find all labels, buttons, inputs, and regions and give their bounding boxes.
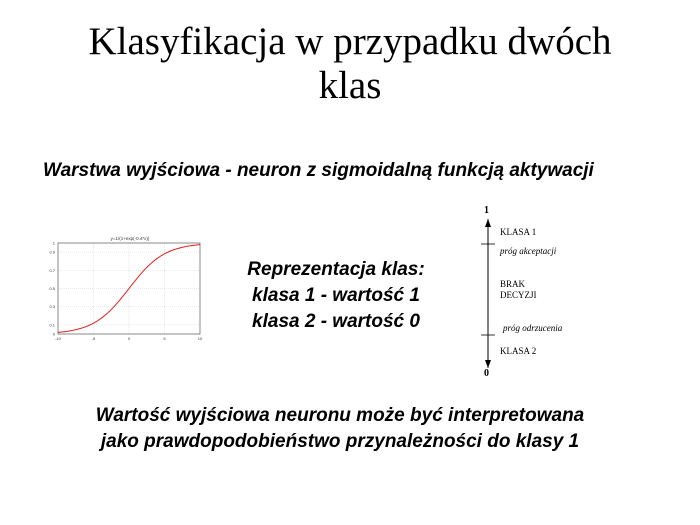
y-tick-label: 1 bbox=[52, 240, 55, 246]
y-tick-label: 0 bbox=[52, 331, 55, 337]
x-tick-label: 0 bbox=[127, 336, 131, 341]
y-tick-label: 0.7 bbox=[49, 267, 55, 273]
x-tick-label: -5 bbox=[91, 336, 96, 341]
footer-line-1: Wartość wyjściowa neuronu może być interpretowana bbox=[95, 405, 585, 426]
class-1-label: KLASA 1 bbox=[500, 227, 537, 237]
representation-class-2: klasa 2 - wartość 0 bbox=[252, 311, 420, 332]
arrow-up-icon bbox=[485, 219, 491, 227]
class-2-label: KLASA 2 bbox=[500, 346, 537, 356]
accept-threshold-label: próg akceptacji bbox=[500, 246, 557, 256]
y-tick-label: 0.3 bbox=[49, 304, 55, 310]
y-tick-label: 0.5 bbox=[49, 286, 55, 291]
x-tick-label: -10 bbox=[55, 336, 61, 341]
x-tick-label: 10 bbox=[197, 336, 203, 341]
representation-heading: Reprezentacja klas: bbox=[247, 259, 425, 280]
x-tick-label: 5 bbox=[163, 336, 166, 341]
scale-bottom-value: 0 bbox=[484, 368, 489, 379]
chart-ticks bbox=[49, 241, 203, 342]
title-line-1: Klasyfikacja w przypadku dwóch bbox=[88, 20, 612, 63]
class-representation bbox=[220, 257, 452, 335]
sigmoid-chart bbox=[36, 233, 212, 345]
y-tick-label: 0.1 bbox=[49, 322, 55, 328]
title-line-2: klas bbox=[318, 64, 382, 107]
representation-class-1: klasa 1 - wartość 1 bbox=[252, 285, 420, 306]
no-decision-line-1: BRAK bbox=[500, 279, 526, 289]
decision-scale bbox=[480, 205, 600, 380]
no-decision-line-2: DECYZJI bbox=[500, 290, 537, 300]
chart-title: y=1/(1+exp(-0.4*x)) bbox=[110, 236, 150, 241]
decision-scale-axis bbox=[480, 205, 600, 380]
subtitle: Warstwa wyjściowa - neuron z sigmoidalną funkcją aktywacji bbox=[43, 160, 594, 181]
scale-top-value: 1 bbox=[484, 205, 489, 216]
y-tick-label: 0.9 bbox=[49, 249, 55, 255]
arrow-down-icon bbox=[485, 360, 491, 368]
footer-text bbox=[20, 403, 660, 455]
slide-title bbox=[0, 20, 700, 108]
footer-line-2: jako prawdopodobieństwo przynależności do klasy 1 bbox=[100, 431, 580, 452]
reject-threshold-label: próg odrzucenia bbox=[503, 323, 563, 333]
